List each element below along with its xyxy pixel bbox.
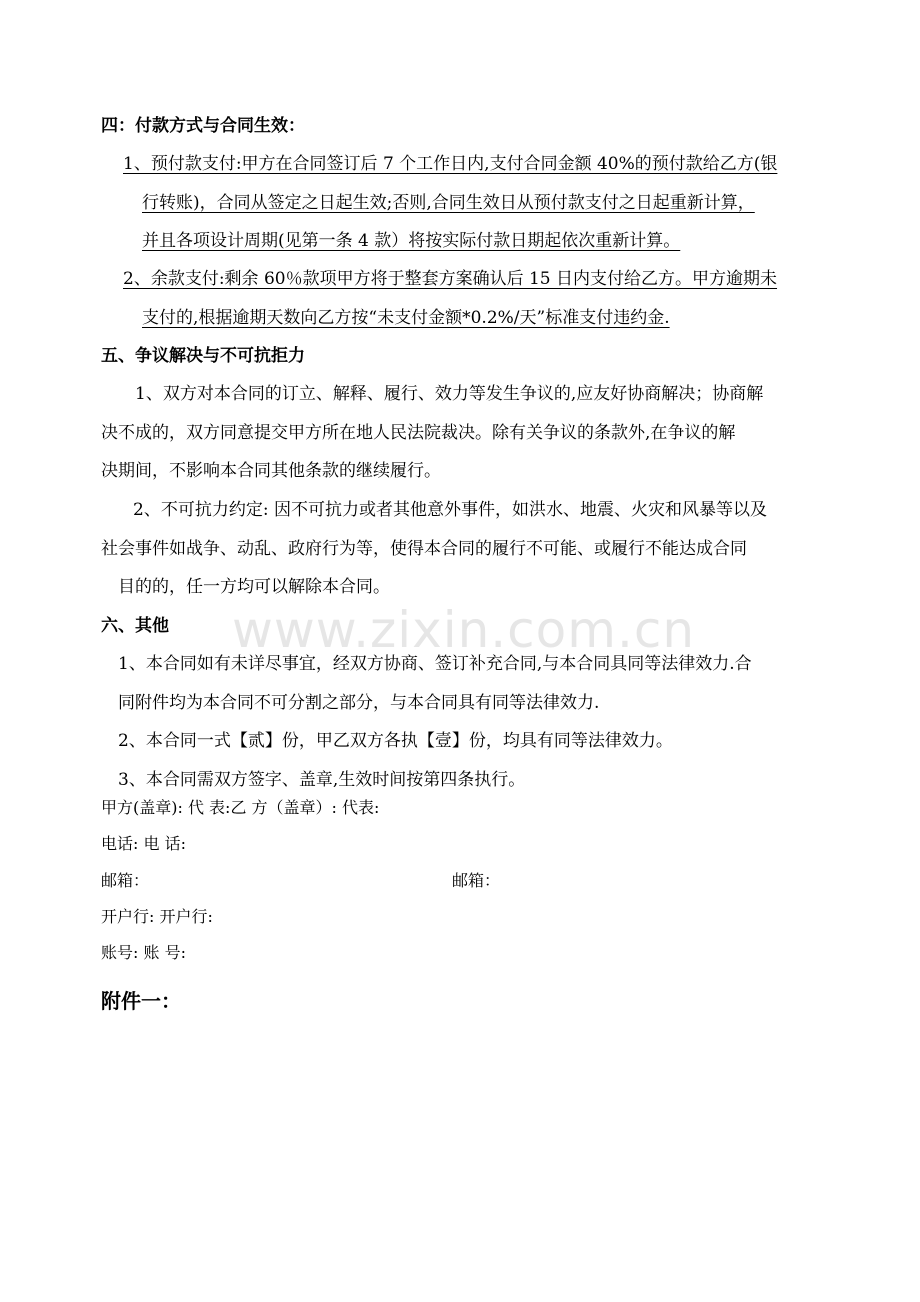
section-5-item-1-line-3: 决期间，不影响本合同其他条款的继续履行。 bbox=[101, 461, 441, 481]
watermark: www.zixin.com.cn bbox=[232, 601, 696, 659]
section-4-item-1-line-3: 并且各项设计周期(见第一条 4 款）将按实际付款日期起依次重新计算。 bbox=[142, 231, 681, 251]
signature-phone-line: 电话: 电 话: bbox=[101, 834, 186, 853]
attachment-title: 附件一： bbox=[101, 989, 181, 1013]
section-6-item-1-line-1: 1、本合同如有未详尽事宜，经双方协商、签订补充合同,与本合同具同等法律效力.合 bbox=[118, 654, 752, 674]
section-5-item-1-line-1: 1、双方对本合同的订立、解释、履行、效力等发生争议的,应友好协商解决；协商解 bbox=[135, 384, 764, 404]
section-5-item-2-line-3: 目的的，任一方均可以解除本合同。 bbox=[118, 577, 390, 597]
section-6-item-3: 3、本合同需双方签字、盖章,生效时间按第四条执行。 bbox=[118, 770, 526, 790]
signature-email-party-b: 邮箱： bbox=[452, 871, 501, 890]
section-5-title: 五、争议解决与不可抗拒力 bbox=[101, 346, 305, 366]
section-4-item-2-line-2: 支付的,根据逾期天数向乙方按“未支付金额*0.2%/天”标准支付违约金. bbox=[142, 308, 670, 328]
signature-party-line: 甲方(盖章): 代 表:乙 方（盖章）: 代表: bbox=[101, 798, 380, 817]
signature-account-line: 账号: 账 号: bbox=[101, 943, 186, 962]
section-4-item-1-line-1: 1、预付款支付:甲方在合同签订后 7 个工作日内,支付合同金额 40%的预付款给乙方(银 bbox=[123, 154, 778, 174]
section-6-item-1-line-2: 同附件均为本合同不可分割之部分，与本合同具有同等法律效力. bbox=[118, 693, 600, 713]
section-5-item-2-line-1: 2、不可抗力约定: 因不可抗力或者其他意外事件，如洪水、地震、火灾和风暴等以及 bbox=[133, 500, 767, 520]
section-5-item-2-line-2: 社会事件如战争、动乱、政府行为等，使得本合同的履行不可能、或履行不能达成合同 bbox=[101, 539, 747, 559]
section-6-item-2: 2、本合同一式【贰】份，甲乙双方各执【壹】份，均具有同等法律效力。 bbox=[118, 731, 673, 751]
signature-email-party-a: 邮箱： bbox=[101, 871, 150, 890]
section-4-item-1-line-2: 行转账)，合同从签定之日起生效;否则,合同生效日从预付款支付之日起重新计算， bbox=[142, 193, 755, 213]
section-4-title: 四：付款方式与合同生效： bbox=[101, 116, 305, 136]
section-5-item-1-line-2: 决不成的，双方同意提交甲方所在地人民法院裁决。除有关争议的条款外,在争议的解 bbox=[101, 423, 736, 443]
section-4-item-2-line-1: 2、余款支付:剩余 60％款项甲方将于整套方案确认后 15 日内支付给乙方。甲方逾期未 bbox=[123, 269, 778, 289]
section-6-title: 六、其他 bbox=[101, 616, 169, 636]
signature-bank-line: 开户行: 开户行: bbox=[101, 907, 213, 926]
